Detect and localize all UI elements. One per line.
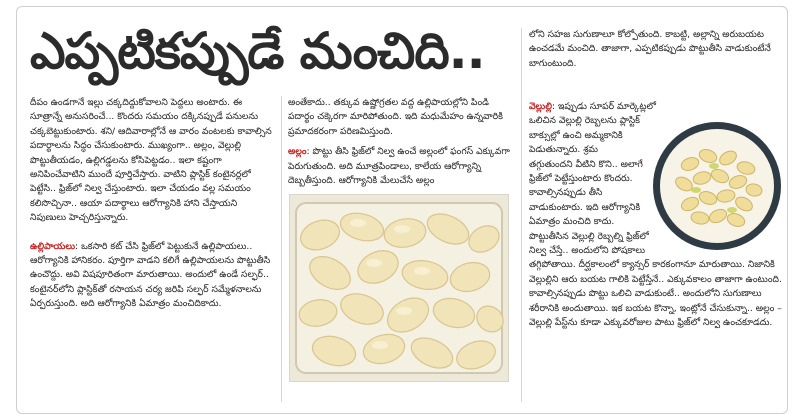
column-divider (281, 96, 282, 402)
onion-continued-paragraph: అంతేకాదు.. తక్కువ ఉష్ణోగ్రతల వద్ద ఉల్లిపాయల్లోని పిండి పదార్థం చక్కెరగా మారిపోతుంది. ఇది మధుమేహం ఉన్నవారికి ప్రమాదకరంగా పరిణమిస్తుంది. (288, 97, 503, 137)
column-1 (30, 96, 275, 312)
ginger-text: : పొట్టు తీసి ఫ్రిజ్‌లో నిల్వ ఉంచే అల్లంలో ఫంగస్ ఎక్కువగా పెరుగుతుంది. అది మూత్రపిండాలు, కాలేయ ఆరోగ్యాన్ని దెబ్బతీస్తుంది. ఆరోగ్యానికి మేలుచేసే అల్లం (288, 146, 510, 187)
onion-label: ఉల్లిపాయలు (30, 240, 76, 252)
column-2 (288, 96, 518, 188)
column-3 (529, 28, 784, 71)
headline: ఎప్పటికప్పుడే మంచిది.. (30, 22, 485, 80)
onion-text: : ఒకసారి కట్ చేసి ఫ్రిజ్‌లో పెట్టుకునే ఉల్లిపాయలు.. ఆరోగ్యానికి హానికరం. పూర్తిగా వాడని కలిగే ఉల్లిపాయలను పొట్టుతీసి ఉంచొద్దు. అవి విషపూరితంగా మారుతాయి. అందులో ఉండే సల్ఫర్.. కంటైనర్‌లోని ప్లాస్టిక్‌తో రసాయన చర్య జరిపి సల్ఫర్ సమ్మేళనాలను ఏర్పరుస్తుంది. అది ఆరోగ్యానికి ఏమాత్రం మంచిదికాదు. (30, 240, 271, 310)
garlic-bowl-photo (650, 116, 784, 256)
garlic-label-wrapped: వెల్లుల్లి (529, 101, 552, 112)
onion-paragraph (30, 240, 275, 312)
intro-paragraph: దీపం ఉండగానే ఇల్లు చక్కదిద్దుకోవాలని పెద్దలు అంటారు. ఈ సూత్రాన్నే అనుసరించే... కొందరు సమయం దక్కినప్పుడే పనులను చక్కబెట్టుకుంటారు. శని/ ఆదివారాల్లోనే ఆ వారం వంటలకు కావాల్సిన పదార్థాలను సిద్ధం చేసుకుంటారు. ముఖ్యంగా.. అల్లం, వెల్లుల్లి పొట్టుతీయడం, ఉల్లిగడ్డలను కోసిపెట్టడం.. ఇలా కష్టంగా అనిపించేవాటిని ముందే పూర్తిచేస్తారు. వాటిని ప్లాస్టిక్ కంటైనర్లలో పెట్టేసి.. ఫ్రిజ్‌లో నిల్వ చేస్తుంటారు. ఇలా చేయడం వల్ల సమయం కలిసొచ్చినా.. ఆయా పదార్థాలు ఆరోగ్యానికి హాని చేస్తాయని నిపుణులు హెచ్చరిస్తున్నారు. (30, 97, 272, 224)
garlic-text-wrapped: : ఇప్పుడు సూపర్ మార్కెట్లలో ఒలిచిన వెల్లుల్లి రెబ్బలను ప్లాస్టిక్ బాక్సుల్లో ఉంచి అమ్మకానికి పెడుతున్నారు. శ్రమ తగ్గుతుందని వీటిని కొని.. అలాగే ఫ్రిజ్‌లో పెట్టేస్తుంటారు కొందరు. కావాల్సినప్పుడు తీసి వాడుకుంటారు. ఇది ఆరోగ్యానికి ఏమాత్రం మంచిది కాదు. పొట్టుతీసిన వెల్లుల్లి రెబ్బల్ని ఫ్రిజ్‌లో నిల్వ చేస్తే.. అందులోని పోషకాలు తగ్గిపోతాయి. దీర్ఘకాలంలో క్యాన్సర్ కారకంగానూ మారుతాయి. నిజానికి వెల్లుల్లిని ఆరు బయట గాలికి పెట్టేస్తేనే.. ఎక్కువకాలం తాజాగా ఉంటుంది. కావాల్సినప్పుడు పొట్టు ఒలిచి వాడుకుంటే.. అందులోని సుగుణాలు శరీరానికి అందుతాయి. ఇక బయట కొన్నా, ఇంట్లోనే చేసుకున్నా.. అల్లం – వెల్లుల్లి పేస్ట్‌ను కూడా ఎక్కువరోజుల పాటు ఫ్రిజ్‌లో నిల్వ ఉంచకూడదు. (529, 101, 782, 329)
garlic-column (529, 100, 784, 331)
garlic-box-image (290, 195, 508, 381)
ginger-paragraph (288, 145, 518, 188)
column-divider-2 (521, 28, 522, 402)
garlic-bowl-image (650, 116, 784, 256)
ginger-label: అల్లం (288, 146, 307, 158)
ginger-continued-paragraph: లోని సహజ సుగుణాలూ కోల్పోతుంది. కాబట్టి, అల్లాన్ని అరుబయట ఉంచడమే మంచిది. తాజాగా, ఎప్పటికప్పుడు పొట్టుతీసి వాడుకుంటేనే బాగుంటుంది. (529, 29, 771, 69)
garlic-box-photo (289, 194, 509, 382)
